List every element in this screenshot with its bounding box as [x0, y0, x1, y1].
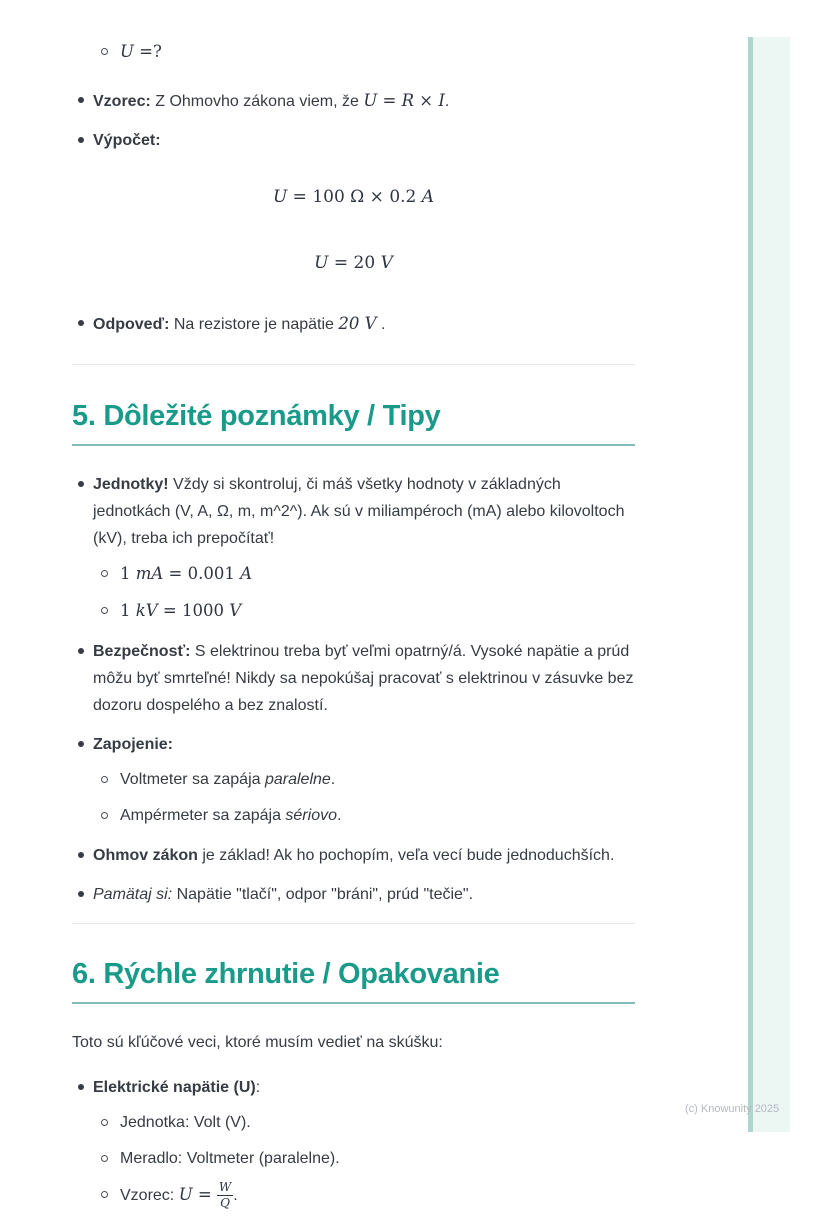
zapojenie-label: Zapojenie:	[93, 736, 174, 753]
bullet-marker	[78, 97, 84, 103]
list-item-bezpecnost	[72, 638, 635, 719]
bullet-marker	[78, 741, 84, 747]
list-item-voltmeter: Voltmeter sa zapája paralelne.	[72, 766, 635, 793]
hollow-bullet-marker	[101, 570, 108, 577]
odpoved-label: Odpoveď:	[93, 316, 170, 333]
list-item-elektricke-napatie: Elektrické napätie (U):	[72, 1074, 635, 1101]
math-u-unknown: U =?	[120, 42, 162, 61]
list-item-vypocet	[72, 127, 635, 154]
napatie-label: Elektrické napätie (U)	[93, 1079, 256, 1096]
list-item-vzorec: Vzorec: Z Ohmovho zákona viem, že U = R × I.	[72, 87, 635, 115]
list-item-jednotka	[72, 1109, 635, 1136]
bezpecnost-label: Bezpečnosť:	[93, 643, 191, 660]
list-item-ampermeter: Ampérmeter sa zapája sériovo.	[72, 802, 635, 829]
bullet-marker	[78, 320, 84, 326]
list-item-kv-conversion	[72, 597, 635, 625]
ohmov-label: Ohmov zákon	[93, 847, 198, 864]
emphasis-paralelne: paralelne	[264, 771, 331, 788]
document-content	[72, 0, 635, 1219]
bezpecnost-text: S elektrinou treba byť veľmi opatrný/á. Vysoké napätie a prúd môžu byť smrteľné! Nikdy sa nepokúšaj pracovať s elektrinou v zásuvke bez dozoru dospelého a bez znalostí.	[93, 643, 634, 714]
list-item-ma-conversion	[72, 560, 635, 588]
bullet-marker	[78, 481, 84, 487]
kv-conversion-formula: 1 kV = 1000 V	[120, 601, 242, 620]
page-edge-bar	[748, 37, 790, 1132]
jednotky-label: Jednotky!	[93, 476, 169, 493]
list-item-ohmov-zakon	[72, 842, 635, 869]
hollow-bullet-marker	[101, 776, 108, 783]
jednotky-text: Vždy si skontroluj, či máš všetky hodnoty v základných jednotkách (V, A, Ω, m, m^2^). Ak sú v miliampéroch (mA) alebo kilovoltoch (kV), treba ich prepočítať!	[93, 476, 625, 547]
ohm-law-formula: U = R × I	[363, 91, 445, 110]
odpoved-value: 20 V	[338, 314, 377, 333]
vzorec-label: Vzorec:	[93, 93, 151, 110]
ohmov-text: je základ! Ak ho pochopím, veľa vecí bude jednoduchších.	[197, 847, 615, 864]
bullet-marker	[78, 1084, 84, 1090]
list-item-vzorec-uwq: Vzorec: U = $\frac{W}{Q}$ .	[72, 1181, 635, 1210]
list-item-jednotky	[72, 471, 635, 552]
bullet-marker	[78, 852, 84, 858]
list-item-odpoved: Odpoveď: Na rezistore je napätie 20 V .	[72, 310, 635, 338]
list-item-zapojenie	[72, 731, 635, 758]
vzorec-sub-pre: Vzorec:	[120, 1187, 179, 1204]
pamataj-text: Napätie "tlačí", odpor "bráni", prúd "tečie".	[172, 886, 474, 903]
calculation-formula-2: U = 20 V	[314, 253, 393, 273]
section-5-title: 5. Dôležité poznámky / Tipy	[72, 398, 635, 446]
uwq-formula: U = $\frac{W}{Q}$	[178, 1180, 232, 1210]
meradlo-text: Meradlo: Voltmeter (paralelne).	[120, 1150, 340, 1167]
calculation-formula-1: U = 100 Ω × 0.2 A	[272, 187, 435, 207]
list-item-given-u	[72, 38, 635, 66]
pamataj-label: Pamätaj si:	[93, 886, 173, 903]
knowunity-watermark: (c) Knowunity 2025	[685, 1103, 780, 1115]
emphasis-seriovo: sériovo	[285, 807, 337, 824]
bullet-marker	[78, 648, 84, 654]
vzorec-text: Z Ohmovho zákona viem, že	[150, 93, 364, 110]
hollow-bullet-marker	[101, 48, 108, 55]
section-6-intro: Toto sú kľúčové veci, ktoré musím vedieť na skúšku:	[72, 1034, 443, 1051]
bullet-marker	[78, 137, 84, 143]
list-item-pamataj	[72, 881, 635, 908]
hollow-bullet-marker	[101, 1119, 108, 1126]
hollow-bullet-marker	[101, 1191, 108, 1198]
bullet-marker	[78, 891, 84, 897]
list-item-meradlo	[72, 1145, 635, 1172]
hollow-bullet-marker	[101, 812, 108, 819]
jednotka-text: Jednotka: Volt (V).	[120, 1114, 251, 1131]
section-divider	[72, 364, 635, 365]
hollow-bullet-marker	[101, 607, 108, 614]
odpoved-text: Na rezistore je napätie	[169, 316, 339, 333]
vypocet-label: Výpočet:	[93, 132, 161, 149]
fraction-w-over-q: $\frac{W}{Q}$	[218, 1180, 232, 1210]
ma-conversion-formula: 1 mA = 0.001 A	[120, 564, 253, 583]
section-divider	[72, 923, 635, 924]
section-6-title: 6. Rýchle zhrnutie / Opakovanie	[72, 956, 635, 1004]
hollow-bullet-marker	[101, 1155, 108, 1162]
